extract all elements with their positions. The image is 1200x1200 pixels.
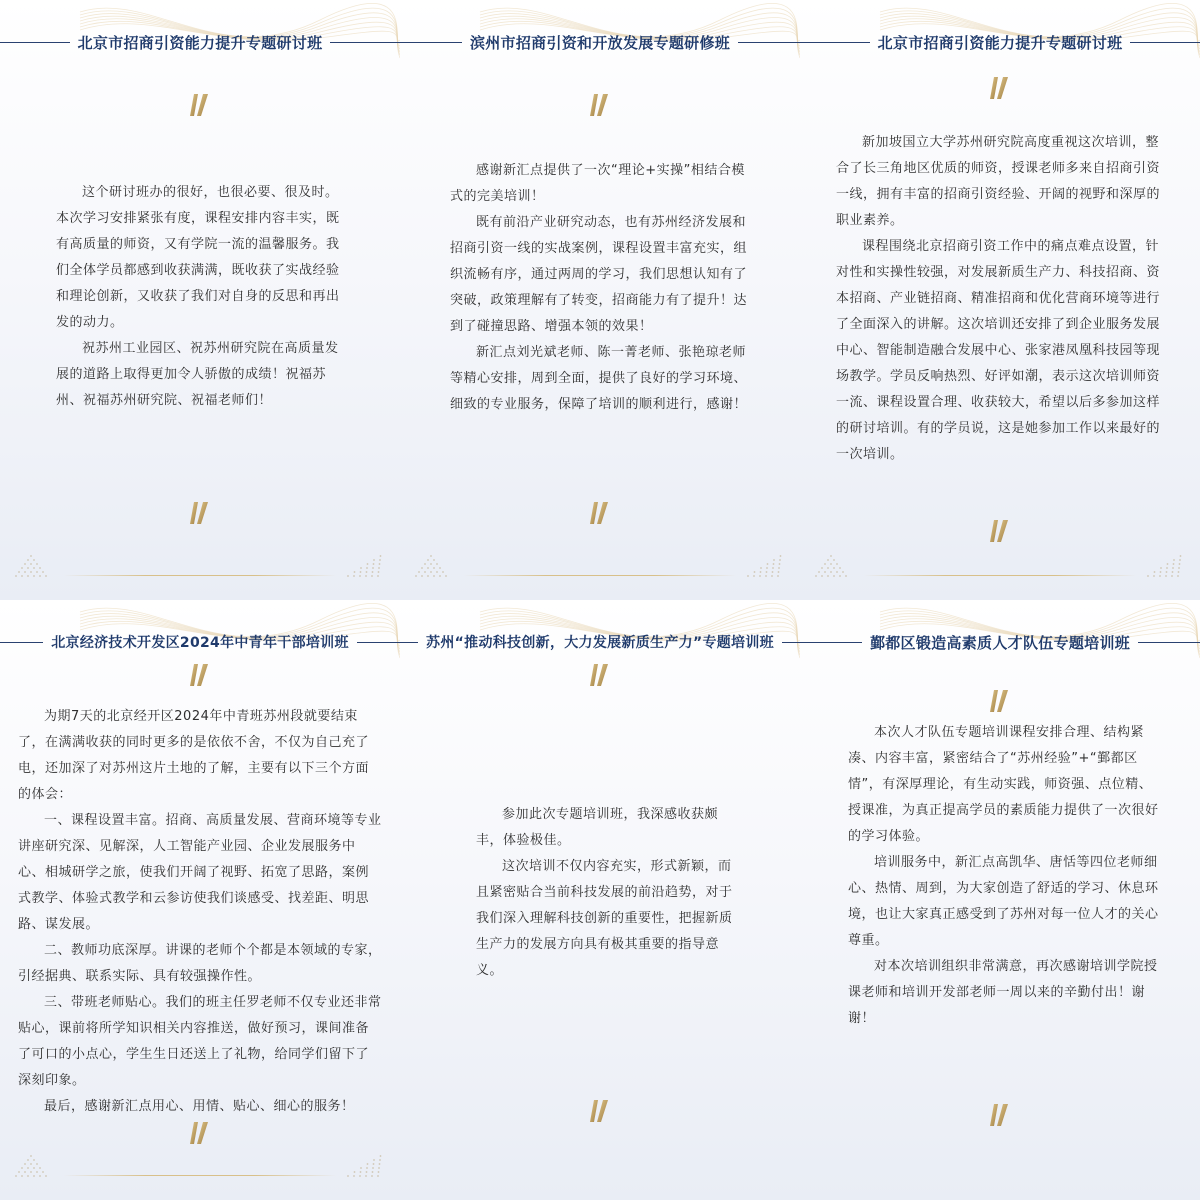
testimonial-paragraph: 祝苏州工业园区、祝苏州研究院在高质量发展的道路上取得更加令人骄傲的成绩！祝福苏州、祝福苏州研究院、祝福老师们！	[56, 341, 339, 408]
title-divider-left	[400, 642, 418, 643]
footer-divider	[464, 575, 736, 576]
quote-open-icon	[990, 75, 1010, 101]
dot-ornament-icon	[412, 552, 456, 578]
testimonial-paragraph: 课程围绕北京招商引资工作中的痛点难点设置，针对性和实操性较强，对发展新质生产力、科技招商、资本招商、产业链招商、精准招商和优化营商环境等进行了全面深入的讲解。这次培训还安排了到企业服务发展中心、智能制造融合发展中心、张家港凤凰科技园等现场教学。学员反响热烈、好评如潮，表示这次培训师资一流、课程设置合理、收获较大，希望以后多参加这样的研讨培训。有的学员说，这是她参加工作以来最好的一次培训。	[836, 239, 1161, 462]
testimonial-text	[56, 180, 348, 414]
testimonial-card	[400, 600, 800, 1200]
testimonial-text	[18, 704, 382, 1120]
testimonial-paragraph: 二、教师功底深厚。讲课的老师个个都是本领域的专家，引经据典、联系实际、具有较强操作性。	[18, 943, 382, 984]
testimonial-paragraph: 培训服务中，新汇点高凯华、唐恬等四位老师细心、热情、周到，为大家创造了舒适的学习、休息环境，也让大家真正感受到了苏州对每一位人才的关心尊重。	[848, 855, 1159, 948]
title-divider-left	[800, 42, 870, 43]
card-header	[0, 628, 400, 656]
quote-open-icon	[990, 688, 1010, 714]
footer-divider	[864, 575, 1136, 576]
quote-open-icon	[590, 662, 610, 688]
dot-ornament-icon	[1144, 552, 1188, 578]
quote-open-icon	[590, 92, 610, 118]
dot-ornament-icon	[344, 552, 388, 578]
testimonial-text	[836, 130, 1162, 468]
title-divider-left	[800, 642, 862, 643]
testimonial-card	[400, 0, 800, 600]
testimonial-text	[450, 158, 750, 418]
quote-close-icon	[990, 518, 1010, 544]
quote-close-icon	[590, 1098, 610, 1124]
card-header	[400, 628, 800, 656]
card-title: 北京市招商引资能力提升专题研讨班	[877, 33, 1123, 52]
card-title: 鄞都区锻造高素质人才队伍专题培训班	[869, 633, 1131, 652]
testimonial-paragraph: 新汇点刘光斌老师、陈一菁老师、张艳琼老师等精心安排，周到全面，提供了良好的学习环境、细致的专业服务，保障了培训的顺利进行，感谢！	[450, 345, 748, 412]
dot-ornament-icon	[344, 1152, 388, 1178]
dot-ornament-icon	[812, 552, 856, 578]
card-header	[800, 28, 1200, 56]
testimonial-card	[0, 0, 400, 600]
card-title: 北京经济技术开发区2024年中青年干部培训班	[51, 635, 349, 651]
title-divider-right	[330, 42, 400, 43]
quote-close-icon	[190, 1120, 210, 1146]
testimonial-card	[800, 600, 1200, 1200]
title-divider-right	[1130, 42, 1200, 43]
title-divider-left	[0, 42, 70, 43]
testimonial-paragraph: 一、课程设置丰富。招商、高质量发展、营商环境等专业讲座研究深、见解深，人工智能产业园、企业发展服务中心、相城研学之旅，使我们开阔了视野、拓宽了思路，案例式教学、体验式教学和云参访使我们谈感受、找差距、明思路、谋发展。	[18, 813, 382, 932]
title-divider-right	[1138, 642, 1200, 643]
testimonial-text	[848, 720, 1164, 1032]
card-title: 苏州“推动科技创新，大力发展新质生产力”专题培训班	[426, 635, 774, 651]
dot-ornament-icon	[12, 552, 56, 578]
testimonial-paragraph: 新加坡国立大学苏州研究院高度重视这次培训，整合了长三角地区优质的师资，授课老师多来自招商引资一线，拥有丰富的招商引资经验、开阔的视野和深厚的职业素养。	[836, 135, 1161, 228]
testimonial-text	[476, 802, 740, 984]
quote-close-icon	[590, 500, 610, 526]
testimonial-card	[800, 0, 1200, 600]
testimonial-paragraph: 感谢新汇点提供了一次“理论+实操”相结合模式的完美培训！	[450, 163, 745, 204]
title-divider-right	[782, 642, 800, 643]
quote-close-icon	[190, 500, 210, 526]
testimonial-paragraph: 参加此次专题培训班，我深感收获颇丰，体验极佳。	[476, 807, 719, 848]
testimonial-paragraph: 本次人才队伍专题培训课程安排合理、结构紧凑、内容丰富，紧密结合了“苏州经验”+“鄞都区情”，有深厚理论，有生动实践，师资强、点位精、授课准，为真正提高学员的素质能力提供了一次很好的学习体验。	[848, 725, 1159, 844]
quote-open-icon	[190, 92, 210, 118]
card-header	[0, 28, 400, 56]
card-header	[800, 628, 1200, 656]
dot-ornament-icon	[744, 552, 788, 578]
card-title: 滨州市招商引资和开放发展专题研修班	[469, 33, 731, 52]
testimonial-paragraph: 这个研讨班办的很好，也很必要、很及时。本次学习安排紧张有度，课程安排内容丰实，既有高质量的师资，又有学院一流的温馨服务。我们全体学员都感到收获满满，既收获了实战经验和理论创新，又收获了我们对自身的反思和再出发的动力。	[56, 185, 340, 330]
testimonial-paragraph: 对本次培训组织非常满意，再次感谢培训学院授课老师和培训开发部老师一周以来的辛勤付出！谢谢！	[848, 959, 1158, 1026]
footer-divider	[64, 575, 336, 576]
testimonial-paragraph: 三、带班老师贴心。我们的班主任罗老师不仅专业还非常贴心，课前将所学知识相关内容推送，做好预习，课间准备了可口的小点心，学生生日还送上了礼物，给同学们留下了深刻印象。	[18, 995, 382, 1088]
dot-ornament-icon	[12, 1152, 56, 1178]
testimonial-card	[0, 600, 400, 1200]
quote-open-icon	[190, 662, 210, 688]
quote-close-icon	[990, 1102, 1010, 1128]
footer-divider	[64, 1175, 336, 1176]
title-divider-left	[0, 642, 43, 643]
testimonial-paragraph: 为期7天的北京经开区2024年中青班苏州段就要结束了，在满满收获的同时更多的是依依不舍，不仅为自己充了电，还加深了对苏州这片土地的了解，主要有以下三个方面的体会：	[18, 709, 370, 802]
title-divider-left	[400, 42, 462, 43]
testimonial-paragraph: 既有前沿产业研究动态，也有苏州经济发展和招商引资一线的实战案例，课程设置丰富充实，组织流畅有序，通过两周的学习，我们思想认知有了突破，政策理解有了转变，招商能力有了提升！达到了碰撞思路、增强本领的效果！	[450, 215, 748, 334]
title-divider-right	[357, 642, 400, 643]
card-title: 北京市招商引资能力提升专题研讨班	[77, 33, 323, 52]
testimonial-paragraph: 最后，感谢新汇点用心、用情、贴心、细心的服务！	[44, 1099, 355, 1114]
card-header	[400, 28, 800, 56]
title-divider-right	[738, 42, 800, 43]
testimonial-paragraph: 这次培训不仅内容充实，形式新颖，而且紧密贴合当前科技发展的前沿趋势，对于我们深入理解科技创新的重要性，把握新质生产力的发展方向具有极其重要的指导意义。	[476, 859, 733, 978]
